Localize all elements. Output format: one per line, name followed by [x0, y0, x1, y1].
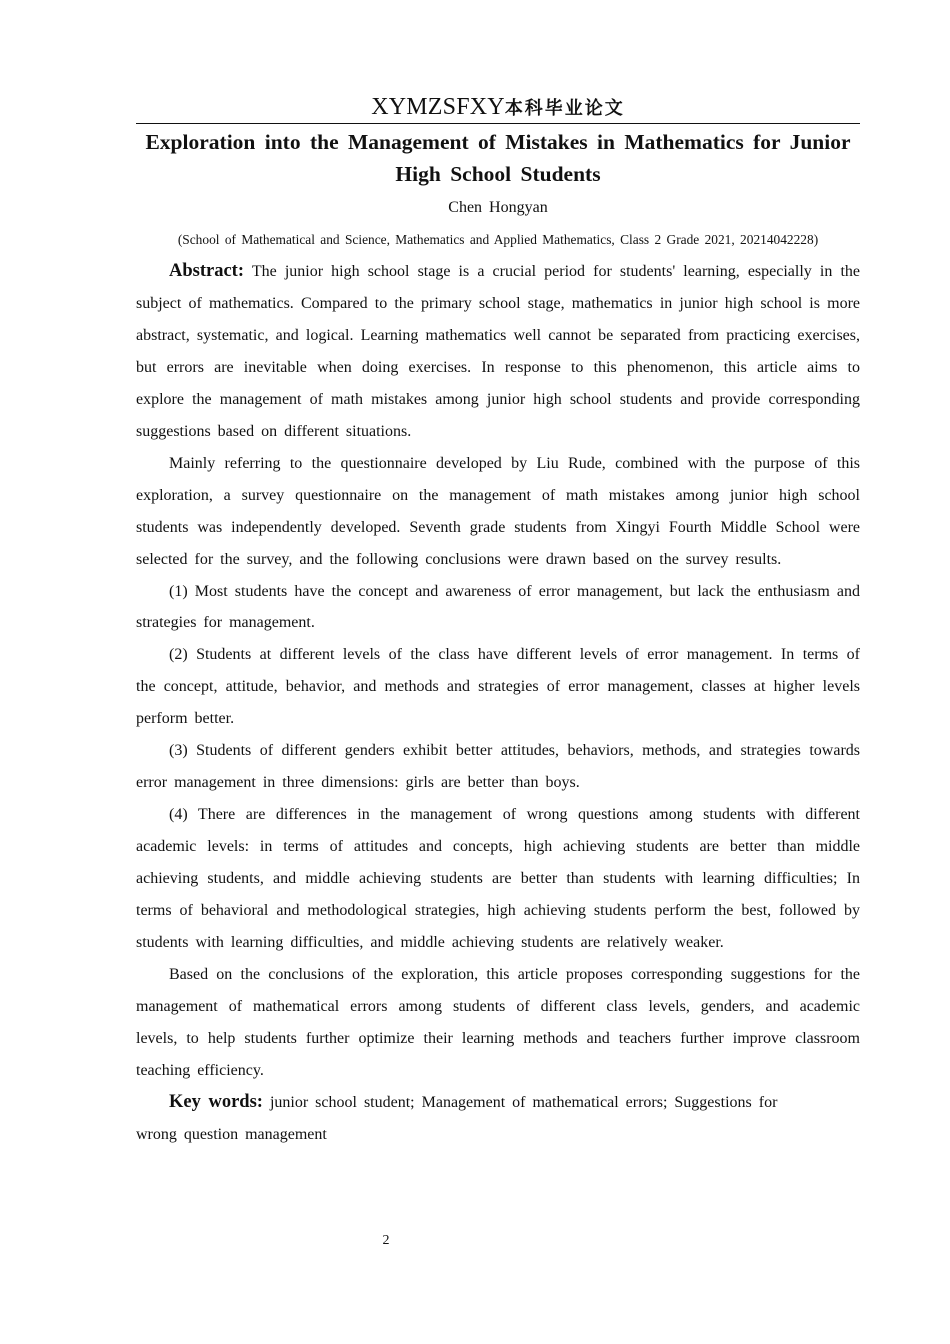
- conclusion-2: (2) Students at different levels of the class have different levels of error management. In terms of the concept, attitude, behavior, and methods and strategies of error management, classes at higher levels perform better.: [136, 646, 860, 728]
- header-rule: [136, 123, 860, 124]
- author-affiliation: (School of Mathematical and Science, Mathematics and Applied Mathematics, Class 2 Grade 2021, 20214042228): [177, 232, 819, 247]
- page-number: 2: [382, 1233, 390, 1248]
- author-name: Chen Hongyan: [448, 199, 548, 216]
- abstract-paragraph-intro: [136, 256, 860, 448]
- running-header: [136, 92, 860, 124]
- abstract-intro-text: The junior high school stage is a crucial period for students' learning, especially in the subject of mathematics. Compared to the primary school stage, mathematics in junior high school is more abstract, systematic, and logical. Learning mathematics well cannot be separated from practicing exercises, but errors are inevitable when doing exercises. In response to this phenomenon, this article aims to explore the management of math mistakes among junior high school students and provide corresponding suggestions based on different situations.: [136, 263, 860, 440]
- abstract-label: Abstract:: [169, 261, 245, 281]
- paper-title: Exploration into the Management of Mistakes in Mathematics for Junior High School Students: [145, 130, 851, 186]
- abstract-paragraph-closing: Based on the conclusions of the exploration, this article proposes corresponding suggestions for the management of mathematical errors among students of different class levels, genders, and academic levels, to help students further optimize their learning methods and teachers further improve classroom teaching efficiency.: [136, 965, 860, 1079]
- conclusion-3: (3) Students of different genders exhibit better attitudes, behaviors, methods, and strategies towards error management in three dimensions: girls are better than boys.: [136, 742, 860, 792]
- header-thesis-type: 本科毕业论文: [504, 98, 625, 119]
- conclusion-1: (1) Most students have the concept and awareness of error management, but lack the enthusiasm and strategies for management.: [136, 582, 860, 632]
- abstract-paragraph-method: Mainly referring to the questionnaire developed by Liu Rude, combined with the purpose of this exploration, a survey questionnaire on the management of math mistakes among junior high school students was independently developed. Seventh grade students from Xingyi Fourth Middle School were selected for the survey, and the following conclusions were drawn based on the survey results.: [136, 454, 860, 568]
- keywords-text: junior school student; Management of mathematical errors; Suggestions for wrong question management: [136, 1093, 778, 1143]
- keywords-paragraph: [136, 1087, 860, 1151]
- header-institution-code: XYMZSFXY: [371, 94, 505, 120]
- conclusion-4: (4) There are differences in the management of wrong questions among students with different academic levels: in terms of attitudes and concepts, high achieving students are better than middle achieving students, and middle achieving students are better than students with learning difficulties; In terms of behavioral and methodological strategies, high achieving students perform the best, followed by students with learning difficulties, and middle achieving students are relatively weaker.: [136, 806, 860, 952]
- abstract-section: [136, 256, 860, 1151]
- keywords-label: Key words:: [169, 1091, 263, 1112]
